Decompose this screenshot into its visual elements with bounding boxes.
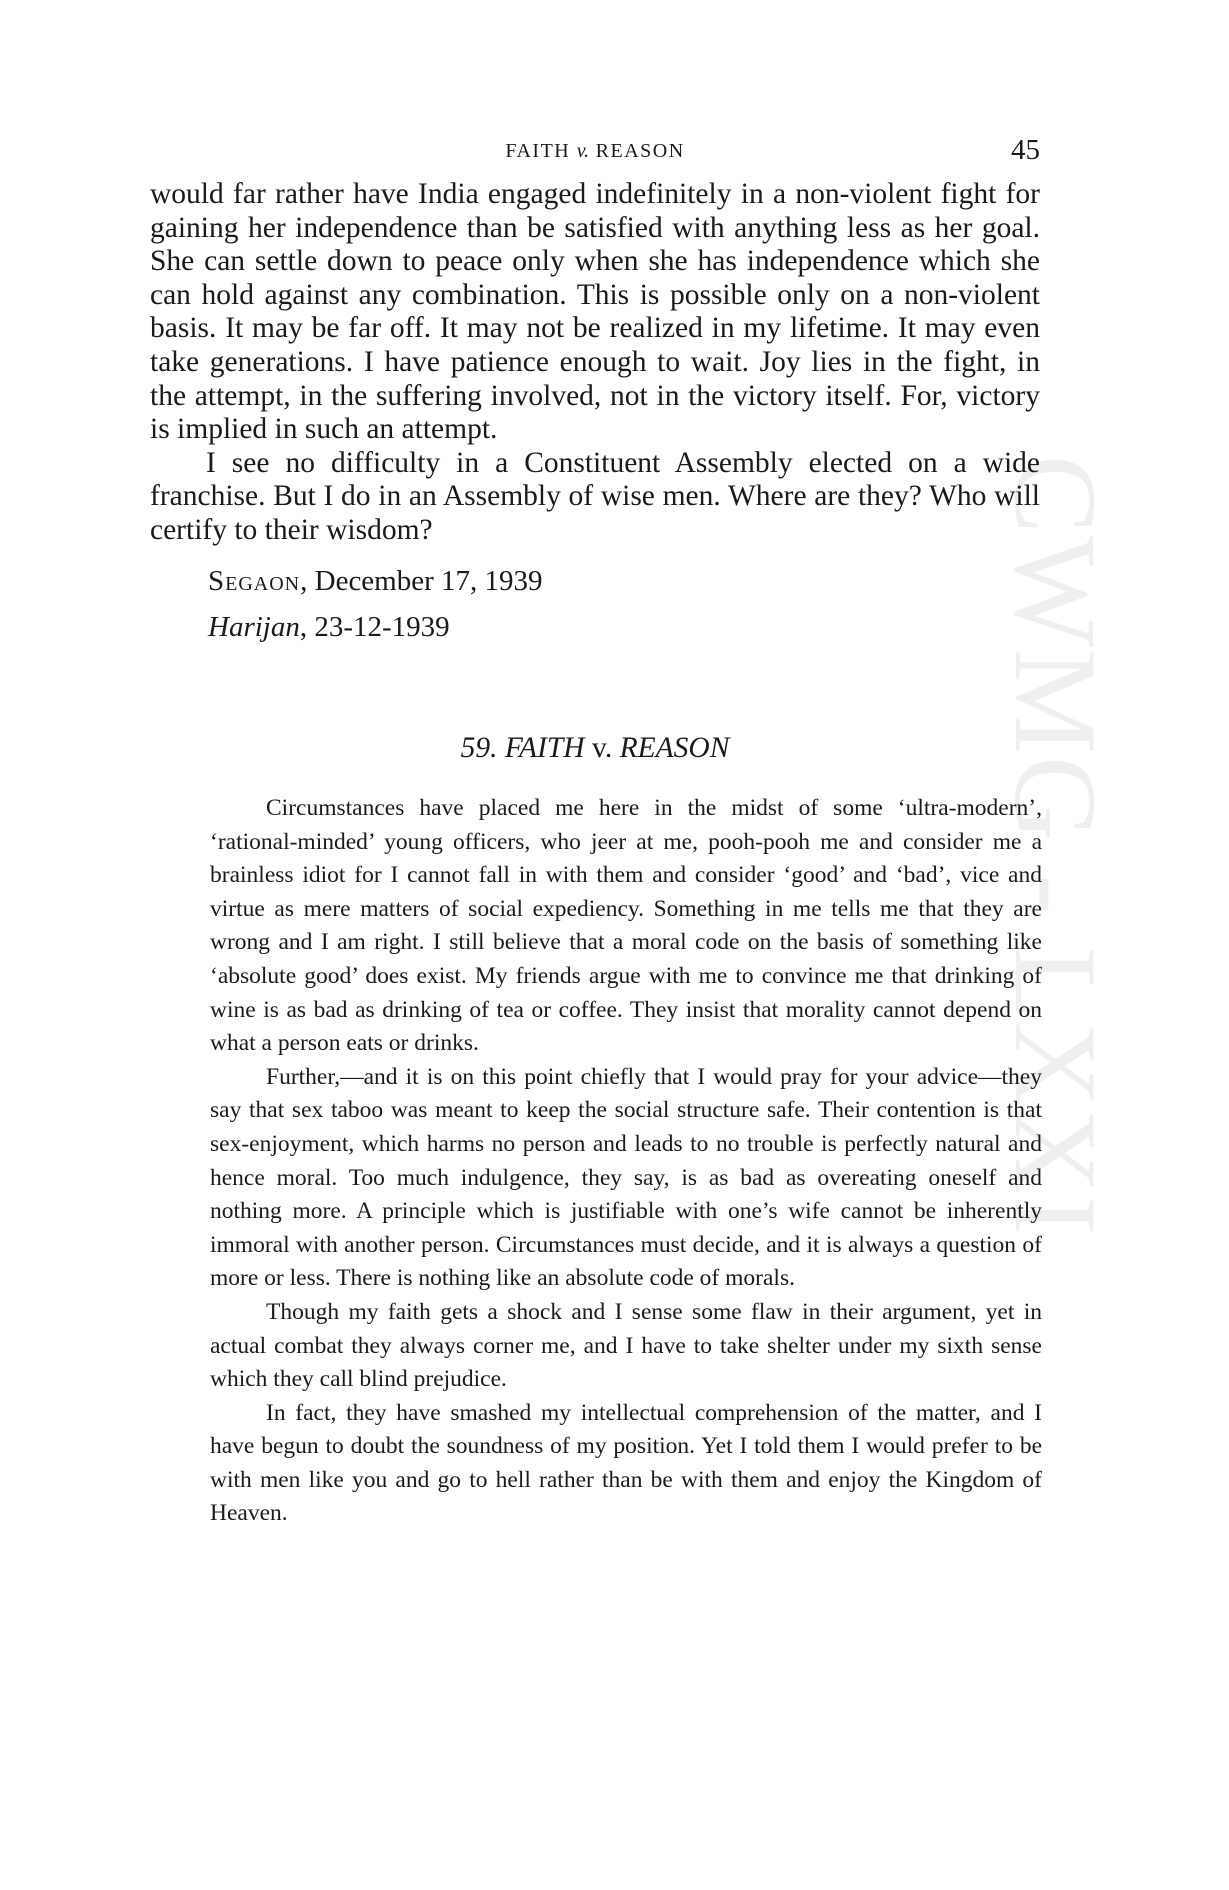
article-title-part-a: FAITH xyxy=(504,732,585,764)
running-head xyxy=(150,134,1040,170)
paragraph: Further,—and it is on this point chiefly that I would pray for your advice—they say that sex taboo was meant to keep the social structure safe. Their contention is that sex-enjoyment, which harms no person and leads to no trouble is perfectly natural and hence moral. Too much indulgence, they say, is as bad as overeating oneself and nothing more. A principle which is justifiable with one’s wife cannot be inherently immoral with another person. Circumstances must decide, and it is always a question of more or less. There is nothing like an absolute code of morals. xyxy=(210,1063,1042,1292)
source-publication: Harijan xyxy=(208,610,300,643)
paragraph: Circumstances have placed me here in the midst of some ‘ultra-modern’, ‘rational-minded’ young officers, who jeer at me, pooh-pooh me and consider me a brainless idiot for I cannot fall in with them and consider ‘good’ and ‘bad’, vice and virtue as mere matters of social expediency. Something in me tells me that they are wrong and I am right. I still believe that a moral code on the basis of something like ‘absolute good’ does exist. My friends argue with me to convince me that drinking of wine is as bad as drinking of tea or coffee. They insist that morality cannot depend on what a person eats or drinks. xyxy=(210,795,1042,1057)
running-head-title-right: REASON xyxy=(589,140,685,162)
source-date: , 23-12-1939 xyxy=(299,610,450,643)
paragraph: would far rather have India engaged indefinitely in a non-violent fight for gaining her independence than be satisfied with anything less as her goal. She can settle down to peace only when she has independence which she can hold against any combination. This is possible only on a non-violent basis. It may be far off. It may not be realized in my lifetime. It may even take generations. I have patience enough to wait. Joy lies in the fight, in the attempt, in the suffering involved, not in the victory itself. For, victory is implied in such an attempt. xyxy=(150,178,1040,446)
dateline-date: , December 17, 1939 xyxy=(300,564,543,597)
running-head-title xyxy=(150,140,1040,163)
dateline-place: Segaon xyxy=(208,564,301,597)
article-number: 59. xyxy=(460,732,505,764)
article-title xyxy=(150,732,1040,765)
running-head-title-v: v. xyxy=(576,140,590,162)
continuation-text xyxy=(150,178,1040,644)
paragraph: Though my faith gets a shock and I sense some flaw in their argument, yet in actual combat they always corner me, and I have to take shelter under my sixth sense which they call blind prejudice. xyxy=(210,1298,1042,1393)
watermark: CWMG - LXXI xyxy=(990,455,1121,1238)
page-number: 45 xyxy=(1011,134,1040,166)
running-head-title-left: FAITH xyxy=(505,140,577,162)
article-body xyxy=(210,792,1042,1531)
article-title-part-b: REASON xyxy=(619,732,730,764)
article-title-v: v. xyxy=(584,732,620,764)
source-citation xyxy=(208,610,1040,644)
paragraph: In fact, they have smashed my intellectual comprehension of the matter, and I have begun to doubt the soundness of my position. Yet I told them I would prefer to be with men like you and go to hell rather than be with them and enjoy the Kingdom of Heaven. xyxy=(210,1399,1042,1527)
dateline xyxy=(208,564,1040,598)
paragraph: I see no difficulty in a Constituent Assembly elected on a wide franchise. But I do in an Assembly of wise men. Where are they? Who will certify to their wisdom? xyxy=(150,446,1040,546)
